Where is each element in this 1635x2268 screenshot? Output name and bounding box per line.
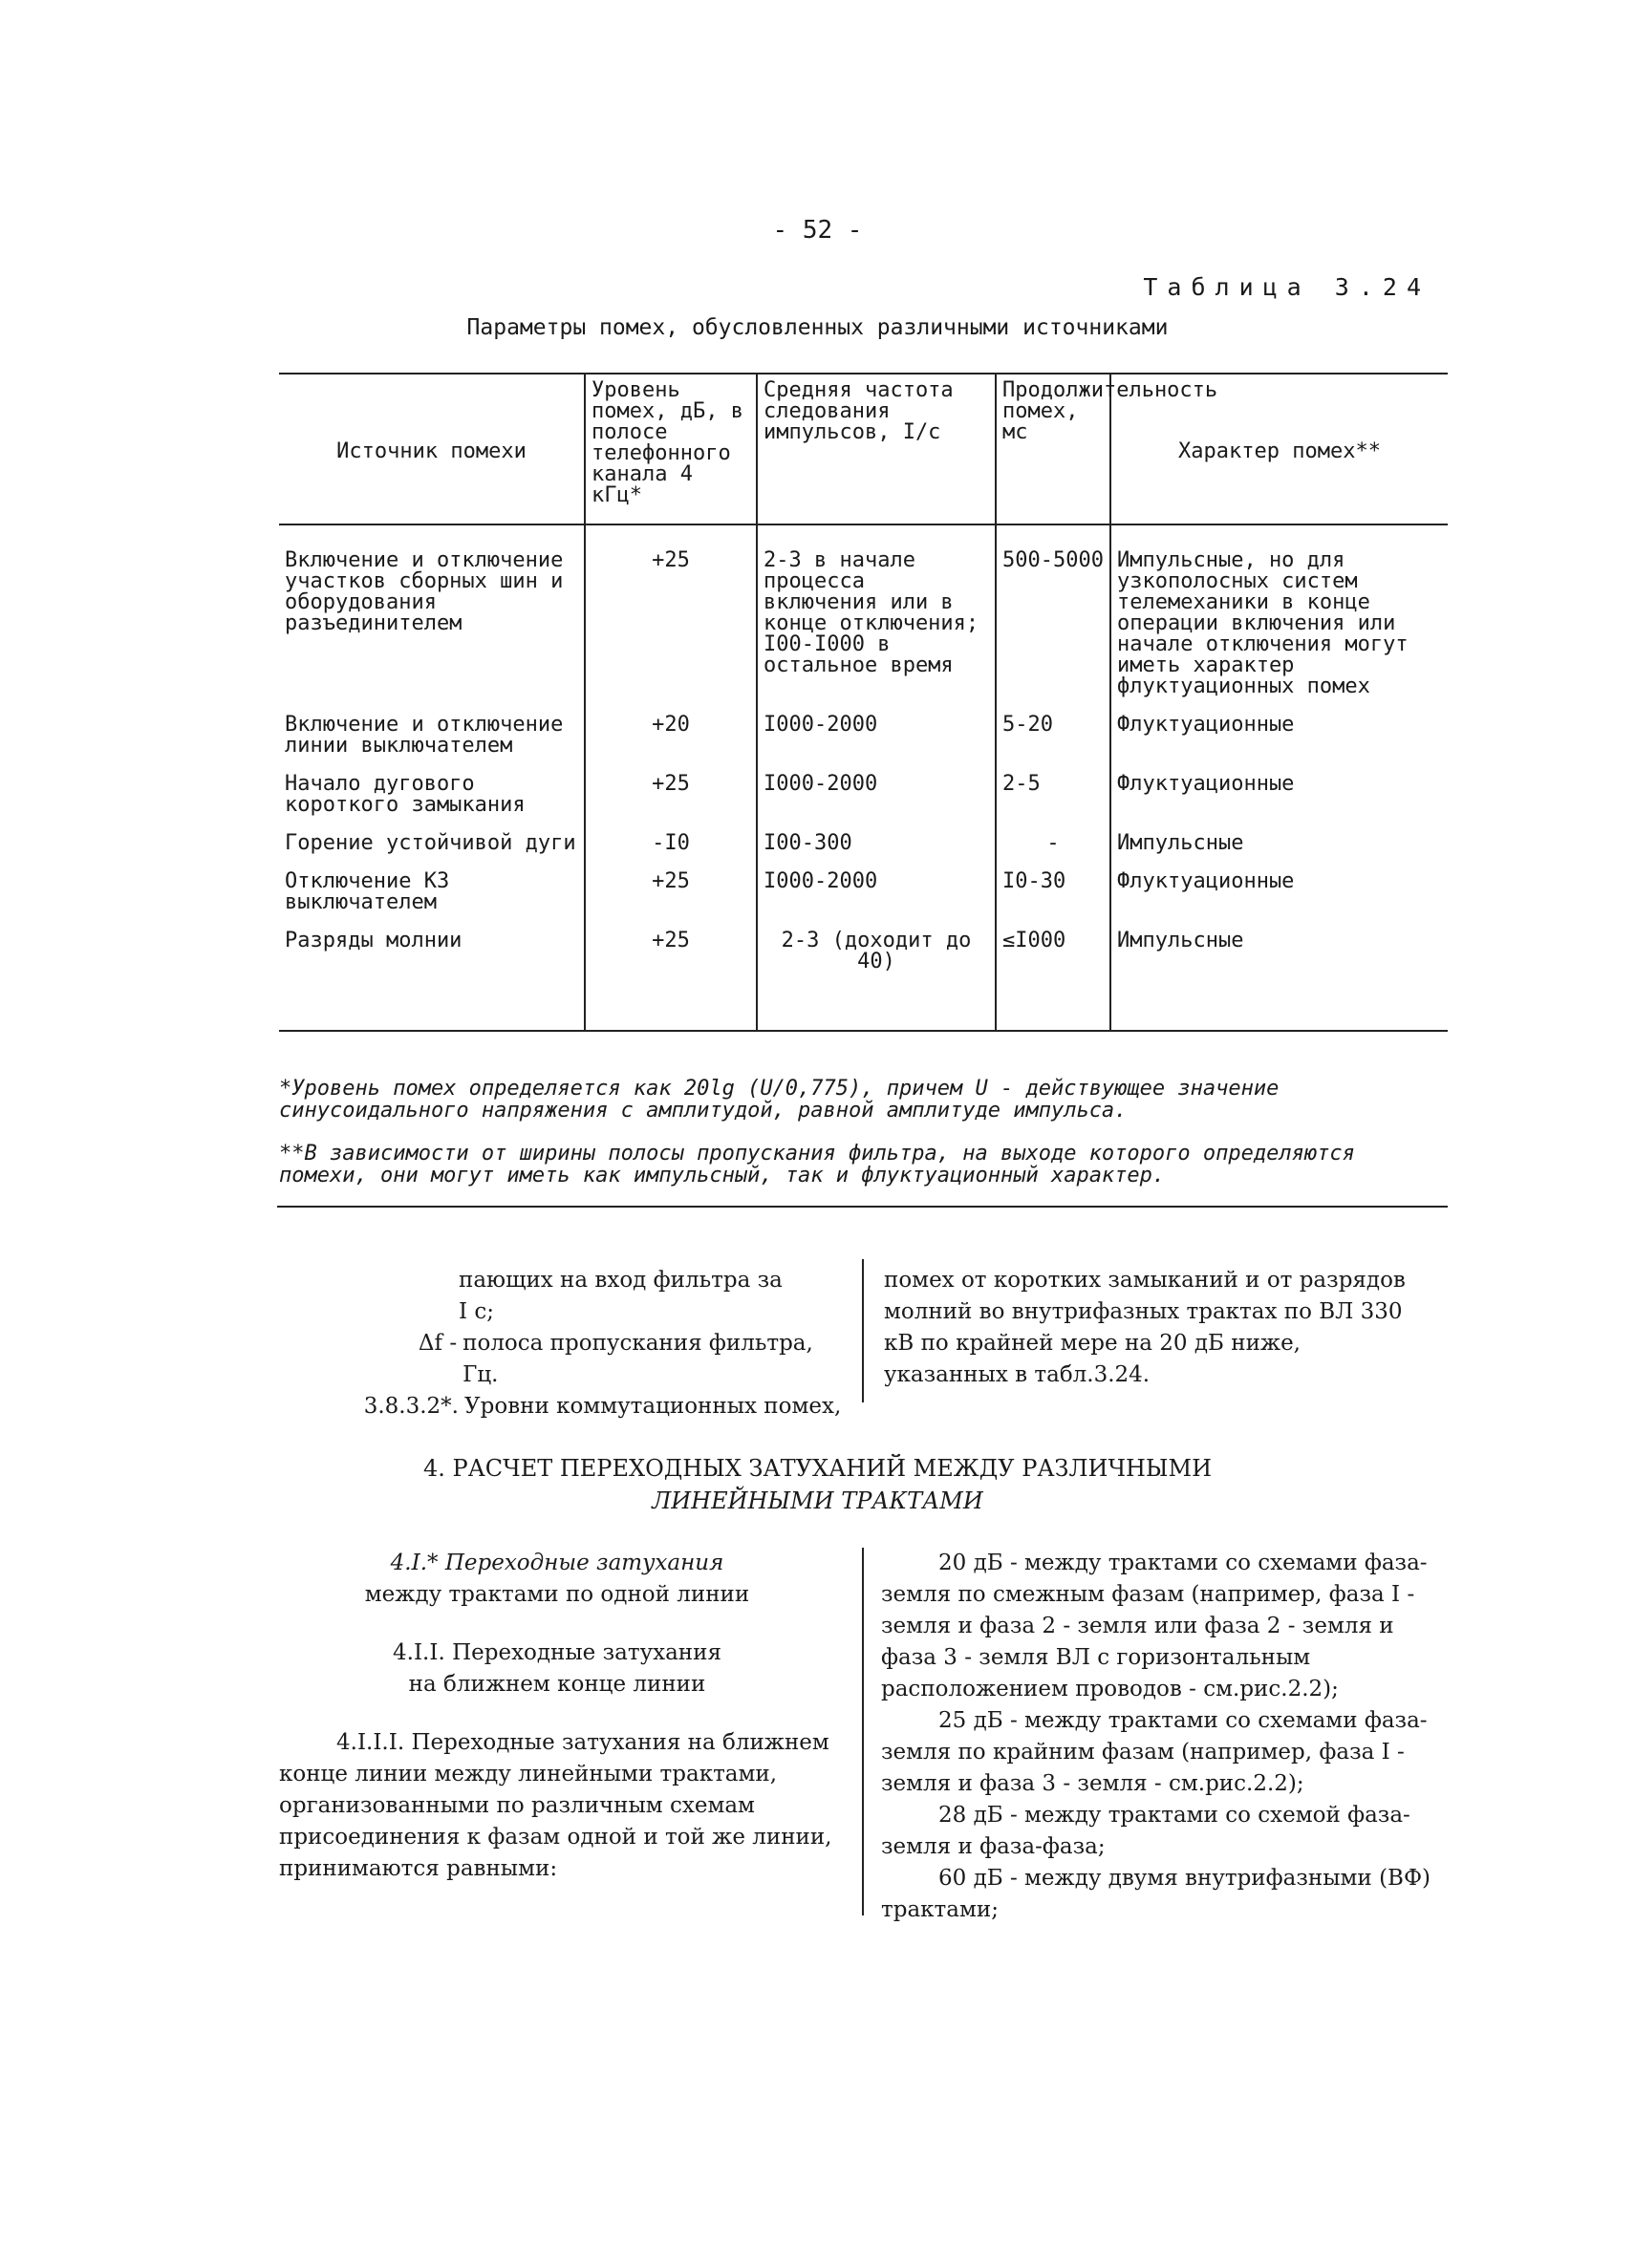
cell-character: Флуктуационные (1110, 766, 1448, 825)
table-row (279, 707, 1448, 766)
cell-frequency: I000-2000 (757, 864, 996, 923)
cell-character: Флуктуационные (1110, 864, 1448, 923)
interference-table (279, 373, 1448, 1032)
upper-left-column (325, 1265, 850, 1423)
header-duration: Продолжительность помех, мс (996, 374, 1110, 524)
heading-4-1-1-line1: 4.I.I. Переходные затухания (393, 1640, 721, 1665)
cell-source: Начало дугового короткого замыкания (279, 766, 585, 825)
cell-level: +20 (585, 707, 757, 766)
cell-frequency: 2-3 в начале процесса включения или в конце отключения; I00-I000 в остальное время (757, 524, 996, 707)
cell-source: Отключение КЗ выключателем (279, 864, 585, 923)
table-row (279, 524, 1448, 707)
cell-duration: 500-5000 (996, 524, 1110, 707)
item-3-8-3-2 (325, 1391, 850, 1423)
column-divider (862, 1548, 864, 1915)
header-character: Характер помех** (1110, 374, 1448, 524)
df-text: полоса пропускания фильтра, Гц. (463, 1331, 813, 1387)
heading-4-1-line1: 4.I.* Переходные затухания (390, 1551, 724, 1575)
text-line: I с; (459, 1299, 495, 1324)
cell-duration: ≤I000 (996, 923, 1110, 1031)
heading-4-1-line2: между трактами по одной линии (364, 1582, 750, 1607)
footnote-1: *Уровень помех определяется как 20lg (U/0,775), причем U - действующее значение синусоидального напряжения с амплитудой, равной амплитуде импульса. (279, 1077, 1280, 1123)
header-level: Уровень помех, дБ, в полосе телефонного канала 4 кГц* (585, 374, 757, 524)
section-title-line2: ЛИНЕЙНЫМИ ТРАКТАМИ (652, 1487, 983, 1514)
cell-level: +25 (585, 766, 757, 825)
list-item: 25 дБ - между трактами со схемами фаза-земля по крайним фазам (например, фаза I - земля и фаза 3 - земля - см.рис.2.2); (881, 1708, 1428, 1796)
cell-frequency: I000-2000 (757, 707, 996, 766)
item-text: Уровни коммутационных помех, (464, 1394, 842, 1419)
table-row (279, 766, 1448, 825)
cell-source: Включение и отключение линии выключателем (279, 707, 585, 766)
cell-frequency: 2-3 (доходит до 40) (757, 923, 996, 1031)
cell-duration: I0-30 (996, 864, 1110, 923)
table-row (279, 864, 1448, 923)
cell-frequency: I000-2000 (757, 766, 996, 825)
section-title (0, 1452, 1635, 1517)
cell-level: +25 (585, 524, 757, 707)
cell-source: Разряды молнии (279, 923, 585, 1031)
cell-frequency: I00-300 (757, 825, 996, 864)
df-definition (325, 1328, 850, 1391)
upper-right-column: помех от коротких замыканий и от разрядов молний во внутрифазных трактах по ВЛ 330 кВ по крайней мере на 20 дБ ниже, указанных в табл.3.24. (884, 1268, 1406, 1387)
df-label: Δf - (418, 1331, 458, 1356)
cell-level: +25 (585, 864, 757, 923)
cell-character: Импульсные (1110, 825, 1448, 864)
section-title-line1: 4. РАСЧЕТ ПЕРЕХОДНЫХ ЗАТУХАНИЙ МЕЖДУ РАЗЛИЧНЫМИ (422, 1455, 1213, 1482)
table-row (279, 923, 1448, 1031)
table-label: Таблица 3.24 (1143, 273, 1431, 301)
table-caption: Параметры помех, обусловленных различными источниками (466, 315, 1169, 340)
column-divider (862, 1259, 864, 1402)
cell-character: Импульсные, но для узкополосных систем телемеханики в конце операции включения или начале отключения могут иметь характер флуктуационных помех (1110, 524, 1448, 707)
cell-source: Включение и отключение участков сборных шин и оборудования разъединителем (279, 524, 585, 707)
heading-4-1-1-line2: на ближнем конце линии (408, 1672, 706, 1697)
page-number: - 52 - (772, 216, 863, 245)
table-header-row (279, 374, 1448, 524)
lower-left-column (279, 1548, 835, 1885)
footnote-2: **В зависимости от ширины полосы пропускания фильтра, на выходе которого определяются помехи, они могут иметь как импульсный, так и флуктуационный характер. (279, 1142, 1355, 1187)
cell-duration: 2-5 (996, 766, 1110, 825)
table-row (279, 825, 1448, 864)
cell-duration: 5-20 (996, 707, 1110, 766)
header-frequency: Средняя частота следования импульсов, I/с (757, 374, 996, 524)
divider (277, 1206, 1448, 1208)
lower-right-column (881, 1548, 1445, 1926)
cell-level: -I0 (585, 825, 757, 864)
cell-character: Флуктуационные (1110, 707, 1448, 766)
paragraph-4-1-1-1: 4.I.I.I. Переходные затухания на ближнем конце линии между линейными трактами, организованными по различным схемам присоединения к фазам одной и той же линии, принимаются равными: (279, 1730, 832, 1881)
cell-duration: - (996, 825, 1110, 864)
list-item: 28 дБ - между трактами со схемой фаза-земля и фаза-фаза; (881, 1803, 1410, 1859)
list-item: 60 дБ - между двумя внутрифазными (ВФ) трактами; (881, 1866, 1431, 1922)
header-source: Источник помехи (279, 374, 585, 524)
item-label: 3.8.3.2*. (363, 1394, 459, 1419)
text-line: пающих на вход фильтра за (459, 1268, 783, 1293)
cell-character: Импульсные (1110, 923, 1448, 1031)
cell-source: Горение устойчивой дуги (279, 825, 585, 864)
cell-level: +25 (585, 923, 757, 1031)
list-item: 20 дБ - между трактами со схемами фаза-земля по смежным фазам (например, фаза I - земля и фаза 2 - земля или фаза 2 - земля и фаза 3 - земля ВЛ с горизонтальным расположением проводов - см.рис.2.2); (881, 1551, 1428, 1701)
